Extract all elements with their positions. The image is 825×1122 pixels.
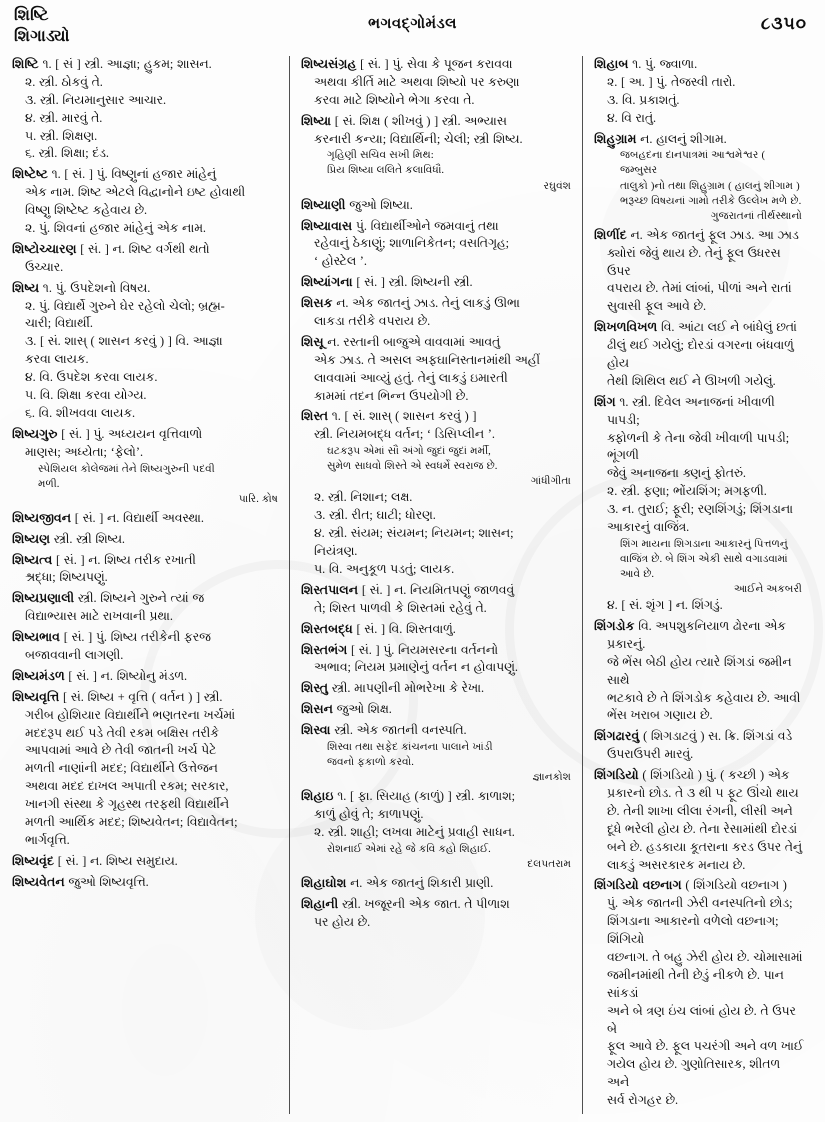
column-3	[582, 56, 813, 1114]
headword: શિસ્તુ	[301, 681, 329, 696]
dictionary-entry	[594, 728, 804, 764]
entry-headword-line: શિષ્યસંગ્રહ [ સં. ] પું. સેવા કે પૂજન કરાવવા	[301, 57, 513, 71]
dictionary-entry	[301, 218, 573, 272]
entry-headword-line: શિહાઇ ૧. [ ફા. સિયાહ (કાળું) ] સ્ત્રી. કાળાશ;	[301, 789, 516, 804]
entry-quotation-line: શિંગ માયના શિગડાના આકારનું પિત્તળનું	[620, 538, 788, 550]
entry-text-line: સ્ત્રી. નિયમબદ્ધ વર્તન; ‘ ડિસિપ્લીન ’.	[314, 427, 495, 442]
entry-text-line: કામમાં તદન ભિન્ન ઉપયોગી છે.	[314, 388, 469, 403]
entry-headword-line: શિંગઢારવું ( શિગડાટવું ) સ. ક્રિ. શિંગડાં વડે	[594, 729, 793, 744]
dictionary-entry	[12, 426, 280, 507]
entry-headword-line: શિષ્યવૃંદ [ સં. ] ન. શિષ્ય સમુદાય.	[12, 853, 178, 868]
dictionary-entry	[12, 629, 280, 665]
page-header	[0, 4, 825, 52]
entry-text-line: વિદ્યાભ્યાસ માટે રાખવાની પ્રથા.	[25, 609, 173, 624]
dictionary-entry	[301, 896, 573, 932]
entry-text-line: શિંગડાના આકારનો વળેલો વછનાગ; શિંગિયો	[607, 914, 779, 947]
entry-quotation-line: પ્રિય શિષ્યા લલિતે કલાવિધૌ.	[327, 165, 445, 177]
entry-headword-line: શિસ્તપાલન [ સં. ] ન. નિયમિતપણું જાળવવું	[301, 582, 515, 597]
entry-headword-line: શિંગડિયો વછનાગ ( શિંગડિયો વછનાગ )	[594, 878, 787, 893]
headword: શિસ્વા	[301, 723, 331, 738]
entry-headword-line: શિસ્ત ૧. [ સં. શાસ્ ( શાસન કરવું ) ]	[301, 409, 477, 424]
dictionary-entry	[301, 408, 573, 578]
dictionary-entry	[301, 701, 573, 719]
entry-headword-line: શિષ્યજીવન [ સં. ] ન. વિદ્યાર્થી અવસ્થા.	[12, 510, 204, 525]
headword: શિષ્ટોચ્ચારણ	[12, 241, 77, 256]
entry-text-line: અથવા મદદ દાખલ અપાતી રકમ; સરકાર,	[25, 779, 229, 794]
dictionary-entry	[301, 722, 573, 785]
entry-text-line: ભેંસ ખરાબ ગણાય છે.	[607, 708, 713, 723]
entry-text-line: એક ઝાડ. તે અસલ અફઘાનિસ્તાનમાંથી અહીં	[314, 352, 541, 367]
entry-text-line: રહેવાનું ઠેકાણું; શાળાનિકેતન; વસતિગૃહ;	[314, 236, 510, 251]
entry-text-line: ઉપરાઉપરી મારવું.	[607, 747, 694, 762]
entry-quotation-line: તાલુકો )નો તથા શિહુગ્રામ ( હાલનું શીગામ )	[620, 180, 800, 192]
entry-headword-line: શિષ્યણ સ્ત્રી. સ્ત્રી શિષ્ય.	[12, 531, 125, 546]
entry-text-line: તે; શિસ્ત પાળવી કે શિસ્તમાં રહેવું તે.	[314, 600, 487, 615]
entry-text-line: ગયેલ હોય છે. ગુણોતિસારક, શીતળ અને	[607, 1057, 781, 1090]
dictionary-entry	[12, 531, 280, 549]
entry-text-line: ૨. પું. વિદ્યાર્થે ગુરુને ઘેર રહેલો ચેલો; બ્રહ્મ-	[25, 298, 225, 313]
dictionary-entry	[301, 113, 573, 194]
entry-text-line: ૩. સ્ત્રી. રીત; ઘાટી; ધોરણ.	[314, 508, 436, 523]
headword: શિષ્યપ્રણાલી	[12, 591, 75, 606]
dictionary-entry	[301, 621, 573, 639]
entry-text-line: મળતી નાણાંની મદદ; વિદ્યાર્થીને ઉત્તેજન	[25, 761, 218, 776]
entry-quotation-line: ભરૂચ્છ વિષયનાં ગામો તરીકે ઉલ્લેખ મળે છે.	[620, 195, 802, 207]
entry-text-line: ૩. સ્ત્રી. નિયમાનુસાર આચાર.	[25, 92, 167, 107]
entry-text-line: ૨. [ અ. ] પું. તેજસ્વી તારો.	[607, 74, 736, 89]
dictionary-entry	[12, 590, 280, 626]
dictionary-entry	[594, 319, 804, 391]
headword: શિંગડિયો	[594, 768, 639, 783]
entry-headword-line: શિષ્યાણી જુઓ શિષ્યા.	[301, 197, 413, 212]
headword: શિષ્ય	[12, 280, 40, 295]
entry-text-line: ૨. સ્ત્રી. ફણા; ભોંયશિંગ; મગફળી.	[607, 484, 767, 499]
entry-text-line: ક્ફોળની કે તેના જેવી ખીવાળી પાપડી; ભૂંગળી	[607, 430, 790, 463]
headword: શિષ્યવૃત્તિ	[12, 689, 60, 704]
entry-text-line: ૫. સ્ત્રી. શિક્ષણ.	[25, 128, 98, 143]
entry-text-line: કાળું હોવું તે; કાળાપણું.	[314, 807, 424, 822]
entry-headword-line: શિષ્ય ૧. પું. ઉપદેશનો વિષય.	[12, 280, 151, 295]
entry-quotation-line: રોશનાઈ એમાં રહે જે કવિ કહો શિહાઈ.	[327, 843, 491, 855]
dictionary-entry	[12, 241, 280, 277]
entry-text-line: વછનાગ. તે બહુ ઝેરી હોય છે. ચોમાસામાં	[607, 950, 803, 965]
entry-quotation-line: આવે છે.	[620, 568, 655, 580]
entry-quotation-line: વાજિંત્ર છે. બે શિંગ એકી સાથે વગાડવામાં	[620, 553, 788, 565]
entry-text-line: ૨. સ્ત્રી. નિશાન; લક્ષ.	[314, 490, 413, 505]
entry-text-line: ‘ હોસ્ટેલ ’.	[314, 254, 367, 269]
dictionary-entry	[301, 642, 573, 678]
entry-headword-line: શિસ્તભંગ [ સં. ] પું. નિયમસરના વર્તનનો	[301, 642, 499, 657]
entry-text-line: ૪. [ સં. શૃંગ ] ન. શિંગડું.	[607, 598, 723, 613]
entry-headword-line: શિષ્યપ્રણાલી સ્ત્રી. શિષ્યને ગુરુને ત્યાં જ	[12, 591, 205, 606]
dictionary-entry	[12, 510, 280, 528]
entry-headword-line: શિષ્યભાવ [ સં. ] પું. શિષ્ય તરીકેની ફરજ	[12, 630, 211, 645]
running-head-left-line2: શિગાડ્યો	[14, 28, 70, 46]
entry-text-line: ૨. સ્ત્રી. શાહી; લખવા માટેનું પ્રવાહી સાધન.	[314, 825, 515, 839]
headword: શિંગડોક	[594, 618, 635, 633]
entry-text-line: વપરાય છે. તેમાં લાંબાં, પીળાં અને રાતાં	[607, 281, 792, 296]
headword: શિષ્યણ	[12, 531, 51, 546]
entry-text-line: લાવવામાં આવ્યું હતું. તેનું લાકડું ઇમારતી	[314, 370, 508, 385]
entry-text-line: અભાવ; નિયમ પ્રમાણેનું વર્તન ન હોવાપણું.	[314, 660, 518, 675]
headword: શિહુગ્રામ	[594, 131, 637, 146]
entry-quotation-line: મળી.	[38, 478, 60, 490]
headword: શિષ્યસંગ્રહ	[301, 57, 357, 71]
dictionary-entry	[301, 197, 573, 215]
entry-headword-line: શિષ્યગુરુ [ સં. ] પું. અધ્યયન વૃત્તિવાળો	[12, 426, 203, 441]
entry-headword-line: શિષ્યાવાસ પું. વિદ્યાર્થીઓને જમવાનું તથા	[301, 218, 499, 233]
dictionary-entry	[12, 668, 280, 686]
dictionary-entry	[594, 131, 804, 224]
dictionary-entry	[12, 56, 280, 163]
entry-headword-line: શિષ્યવેતન જુઓ શિષ્યવૃત્તિ.	[12, 874, 149, 889]
entry-text-line: બને છે. હડકાયા કૂતરાના કરડ ઉપર તેનું	[607, 839, 803, 854]
entry-headword-line: શિસ્તબદ્ધ [ સં. ] વિ. શિસ્તવાળું.	[301, 621, 456, 636]
entry-headword-line: શિળીંદ ન. એક જાતનું ફૂલ ઝાડ. આ ઝાડ	[594, 227, 799, 242]
entry-quotation-line: સ્પેશિયલ કોલેજમાં તેને શિષ્યગુરુની પદવી	[38, 463, 215, 475]
entry-citation-source: જ્ઞાનકોશ	[532, 772, 571, 784]
entry-text-line: જેવું અનાજના ક્ણનું ફોતરું.	[607, 466, 746, 481]
headword: શિષ્યભાવ	[12, 630, 61, 645]
dictionary-entry	[594, 394, 804, 615]
headword: શિષ્યાંગના	[301, 275, 353, 290]
entry-headword-line: શિષ્યા [ સં. શિક્ષ ( શીખવું ) ] સ્ત્રી. અભ્યાસ	[301, 113, 507, 128]
entry-headword-line: શિંગડોક વિ. અપશુકનિયાળ ઢોરના એક પ્રકારનું.	[594, 618, 786, 651]
entry-text-line: પ્રકારનો છોડ. તે ૩ થી ૫ ફૂટ ઊંચો થાય	[607, 786, 799, 800]
entry-headword-line: શિખળવિખળ વિ. આંટા લઈ ને બાંધેલું છતાં	[594, 320, 797, 335]
headword: શિષ્યત્વ	[12, 552, 53, 567]
headword: શિષ્યા	[301, 113, 332, 128]
entry-quotation-line: જબહદના દાનપાત્રમાં આશ્વમેશ્વર ( જમ્બુસર	[620, 150, 766, 177]
column-1	[12, 56, 289, 1114]
dictionary-entry	[12, 552, 280, 588]
entry-headword-line: શિંગડિયો ( શિંગડિયો ) પું. ( કચ્છી ) એક	[594, 768, 790, 783]
entry-text-line: ૩. ન. તુરાઈ; ફૂરી; રણશિંગડું; શિંગડાના	[607, 502, 794, 517]
entry-citation-source: ગુજરાતનાં તીર્થસ્થાનો	[710, 210, 802, 222]
entry-text-line: ભાર્ગવૃત્તિ.	[25, 832, 70, 847]
entry-text-line: પું. એક જાતની ઝેરી વનસ્પતિનો છોડ;	[607, 896, 793, 911]
headword: શિષ્ટિ	[12, 57, 39, 71]
dictionary-entry	[12, 280, 280, 423]
entry-citation-source: આઈને અકબરી	[733, 583, 802, 595]
headword: શિહાબ	[594, 57, 629, 71]
entry-text-line: અને બે ત્રણ ઇંચ લાંબાં હોય છે. તે ઉપર બે	[607, 1003, 796, 1036]
entry-text-line: ચારી; વિદ્યાર્થી.	[25, 316, 94, 331]
entry-text-line: ૪. સ્ત્રી. સંયમ; સંયમન; નિયમન; શાસન;	[314, 526, 514, 541]
dictionary-entry	[301, 875, 573, 893]
entry-text-line: ૪. વિ રાતું.	[607, 110, 657, 125]
headword: શિખળવિખળ	[594, 320, 658, 335]
entry-text-line: છે. તેની શાખા લીલા રંગની, લીસી અને	[607, 803, 793, 818]
entry-citation-source: પારિ. કોષ	[238, 493, 278, 505]
headword: શિષ્યગુરુ	[12, 426, 58, 441]
entry-text-line: લાકડા તરીકે વપરાય છે.	[314, 314, 431, 328]
dictionary-title: ભગવદ્ગોમંડલ	[368, 16, 457, 32]
entry-headword-line: શિસક ન. એક જાતનું ઝાડ. તેનું લાકડું ઊભા	[301, 296, 520, 311]
dictionary-entry	[301, 680, 573, 698]
entry-text-line: ખાનગી સંસ્થા કે ગૃહસ્થ તરફથી વિદ્યાર્થીને	[25, 797, 230, 812]
entry-headword-line: શિષ્યાંગના [ સં. ] સ્ત્રી. શિષ્યની સ્ત્રી.	[301, 275, 473, 290]
entry-text-line: ભટકાવે છે તે શિંગડોક કહેવાય છે. આવી	[607, 690, 801, 705]
headword: શિંગડિયો વછનાગ	[594, 878, 682, 893]
headword: શિષ્યવેતન	[12, 874, 65, 889]
entry-headword-line: શિષ્ટિ ૧. [ સં ] સ્ત્રી. આજ્ઞા; હુકમ; શાસન.	[12, 57, 212, 71]
dictionary-entry	[12, 689, 280, 850]
dictionary-entry	[594, 877, 804, 1110]
entry-text-line: ગરીબ હોશિયાર વિદ્યાર્થીને ભણતરના ખર્ચમાં	[25, 707, 236, 722]
entry-headword-line: શિહાની સ્ત્રી. ખજૂરની એક જાત. તે પીળાશ	[301, 896, 510, 911]
entry-text-line: વિષ્ણુ શિષ્ટેષ્ટ કહેવાય છે.	[25, 203, 148, 218]
headword: શિળીંદ	[594, 227, 627, 242]
entry-headword-line: શિસૂ ન. રસ્તાની બાજુએ વાવવામાં આવતું	[301, 334, 501, 349]
dictionary-entry	[12, 874, 280, 892]
entry-headword-line: શિષ્યવૃત્તિ [ સં. શિષ્ય + વૃત્તિ ( વર્તન ) ] સ્ત્રી.	[12, 689, 223, 704]
entry-text-line: મળતી આર્થિક મદદ; શિષ્યવેતન; વિદ્યાવેતન;	[25, 815, 238, 830]
headword: શિહાઘોશ	[301, 876, 347, 891]
headword: શિહાની	[301, 896, 339, 911]
entry-headword-line: શિહાઘોશ ન. એક જાતનું શિકારી પ્રાણી.	[301, 876, 494, 891]
entry-headword-line: શિસન જુઓ શિક્ષ.	[301, 702, 392, 717]
entry-text-line: ૩. [ સં. શાસ્ ( શાસન કરવું ) ] વિ. આજ્ઞા	[25, 334, 223, 349]
headword: શિસ્તપાલન	[301, 582, 359, 597]
entry-text-line: લાકડું અસરકારક મનાય છે.	[607, 857, 746, 872]
entry-headword-line: શિષ્ટેષ્ટ ૧. [ સં. ] પું. વિષ્ણુનાં હજાર માંહેનું	[12, 167, 217, 182]
headword: શિંગઢારવું	[594, 729, 640, 744]
entry-headword-line: શિસ્તુ સ્ત્રી. માપણીની મોભરેખા કે રેખા.	[301, 681, 485, 696]
entry-text-line: ફૂલ આવે છે. ફૂલ પચરંગી અને વળ ખાઈ	[607, 1039, 804, 1054]
entry-text-line: ૪. સ્ત્રી. મારવું તે.	[25, 110, 103, 125]
dictionary-entry	[301, 582, 573, 618]
headword: શિષ્યાવાસ	[301, 218, 353, 233]
entry-text-line: કરવા લાયક.	[25, 352, 89, 367]
entry-text-line: અથવા કીર્તિ માટે અથવા શિષ્યો પર કરુણા	[314, 74, 520, 89]
headword: શિહાઇ	[301, 789, 334, 804]
entry-text-line: ૫. વિ. અનુકૂળ પડતું; લાયક.	[314, 562, 455, 576]
dictionary-entry	[301, 788, 573, 872]
dictionary-entry	[301, 295, 573, 331]
entry-headword-line: શિંગ ૧. સ્ત્રી. દિવેલ અનાજનાં ખીવાળી પાપડી;	[594, 394, 775, 427]
dictionary-entry	[301, 334, 573, 406]
headword: શિષ્ટેષ્ટ	[12, 167, 48, 182]
dictionary-entry	[594, 767, 804, 874]
entry-text-line: ૪. વિ. ઉપદેશ કરવા લાયક.	[25, 370, 158, 385]
headword: શિસ્ત	[301, 409, 329, 424]
column-2	[289, 56, 582, 1114]
entry-text-line: એક નામ. શિષ્ટ એટલે વિદ્વાનોને ઇષ્ટ હોવાથી	[25, 185, 246, 200]
entry-headword-line: શિષ્યત્વ [ સં. ] ન. શિષ્ય તરીક રખાતી	[12, 552, 196, 567]
entry-text-line: સુવાસી ફૂલ આવે છે.	[607, 299, 707, 314]
entry-quotation-line: સુમેળ સાધવો શિસ્તે એ સ્વધર્મે સ્વરાજ છે.	[327, 461, 498, 473]
dictionary-entry	[594, 56, 804, 128]
entry-headword-line: શિહુગ્રામ ન. હાલનું શીગામ.	[594, 131, 727, 146]
entry-text-line: ૬. સ્ત્રી. શિક્ષા; દંડ.	[25, 146, 110, 161]
entry-text-line: તેથી શિથિલ થઈ ને ઊખળી ગયેલું.	[607, 373, 776, 388]
dictionary-entry	[301, 56, 573, 110]
entry-text-line: ઢીલું થઈ ગયેલું; દોરડાં વગરના બંધવાળું હોય	[607, 338, 794, 370]
entry-text-line: પર હોય છે.	[314, 914, 371, 929]
headword: શિસૂ	[301, 334, 324, 349]
entry-quotation-line: શિસ્વા તથા સફેદ કાંચનના પાલાને ખાંડી	[327, 742, 493, 754]
headword: શિષ્યમંડળ	[12, 668, 65, 683]
entry-text-line: સર્વ રોગહર છે.	[607, 1093, 679, 1108]
entry-text-line: ૩. વિ. પ્રકાશતું.	[607, 92, 680, 107]
running-head-left-line1: શિષ્ટિ	[14, 7, 49, 24]
entry-text-line: આપવામાં આવે છે તેવી જાતની ખર્ચ પેટે	[25, 743, 217, 758]
entry-text-line: ઉચ્ચાર.	[25, 259, 64, 274]
entry-text-line: કરનારી કન્યા; વિદ્યાર્થિની; ચેલી; સ્ત્રી શિષ્ય.	[314, 131, 523, 146]
entry-text-line: માણસ; અધ્યેતા; ‘ફેલો’.	[25, 444, 144, 459]
entry-headword-line: શિષ્ટોચ્ચારણ [ સં. ] ન. શિષ્ટ વર્ગથી થતો	[12, 241, 210, 256]
column-container	[12, 56, 813, 1114]
headword: શિષ્યવૃંદ	[12, 853, 55, 868]
headword: શિષ્યજીવન	[12, 510, 72, 525]
entry-quotation-line: જવનો ફકાળો કરવો.	[327, 757, 414, 769]
headword: શિષ્યાણી	[301, 197, 346, 212]
entry-text-line: દૂધે ભરેલી હોય છે. તેના રેસામાંથી દોરડાં	[607, 821, 798, 836]
entry-headword-line: શિહાબ ૧. પું. જ્વાળા.	[594, 57, 698, 71]
entry-text-line: ૬. વિ. શીખવવા લાયક.	[25, 405, 136, 420]
page-number: ૮૩૫૦	[760, 14, 807, 33]
entry-text-line: આકારનું વાજિંત્ર.	[607, 519, 690, 534]
entry-text-line: શ્રદ્ધા; શિષ્યપણું.	[25, 570, 108, 585]
headword: શિસન	[301, 702, 333, 717]
entry-text-line: ૫. વિ. શિક્ષા કરવા યોગ્ય.	[25, 388, 147, 403]
dictionary-entry	[594, 227, 804, 316]
entry-headword-line: શિસ્વા સ્ત્રી. એક જાતની વનસ્પતિ.	[301, 723, 467, 738]
entry-text-line: ક્યોરાં જેવું થાય છે. તેનું ફૂલ ઉધરસ ઉપર	[607, 245, 781, 278]
headword: શિસ્તબદ્ધ	[301, 621, 353, 636]
headword: શિસક	[301, 296, 333, 311]
entry-citation-source: રઘુવંશ	[543, 180, 571, 192]
dictionary-entry	[301, 274, 573, 292]
entry-citation-source: દલપતરામ	[527, 858, 571, 870]
entry-quotation-line: ઘટકરૂપ એમાં સૌ અંગો જુદાં જુદાં મર્મી,	[327, 446, 491, 458]
entry-text-line: મદદરૂપ થઈ પડે તેવી રકમ બક્ષિસ તરીકે	[25, 725, 219, 740]
entry-text-line: ૨. પું. શિવનાં હજાર માંહેનું એક નામ.	[25, 221, 206, 236]
entry-headword-line: શિષ્યમંડળ [ સં. ] ન. શિષ્યોનુ મંડળ.	[12, 668, 188, 683]
entry-text-line: જમીનમાંથી તેની છેડું નીકળે છે. પાન સાંકડાં	[607, 967, 784, 1000]
entry-text-line: ૨. સ્ત્રી. ઠોકવું તે.	[25, 74, 103, 89]
entry-text-line: નિયંત્રણ.	[314, 544, 358, 559]
entry-text-line: કરવા માટે શિષ્યોને ભેગા કરવા તે.	[314, 92, 475, 107]
dictionary-entry	[12, 853, 280, 871]
entry-citation-source: ગાંધીગીતા	[530, 476, 571, 488]
headword: શિંગ	[594, 394, 616, 409]
headword: શિસ્તભંગ	[301, 642, 348, 657]
entry-text-line: જે ભેંસ બેઠી હોય ત્યારે શિંગડાં જમીન સાથે	[607, 654, 792, 687]
entry-text-line: બજાવવાની લાગણી.	[25, 648, 124, 663]
dictionary-entry	[594, 618, 804, 725]
entry-quotation-line: ગૃહિણી સચિવ સખી મિથ:	[327, 150, 434, 162]
dictionary-entry	[12, 166, 280, 238]
